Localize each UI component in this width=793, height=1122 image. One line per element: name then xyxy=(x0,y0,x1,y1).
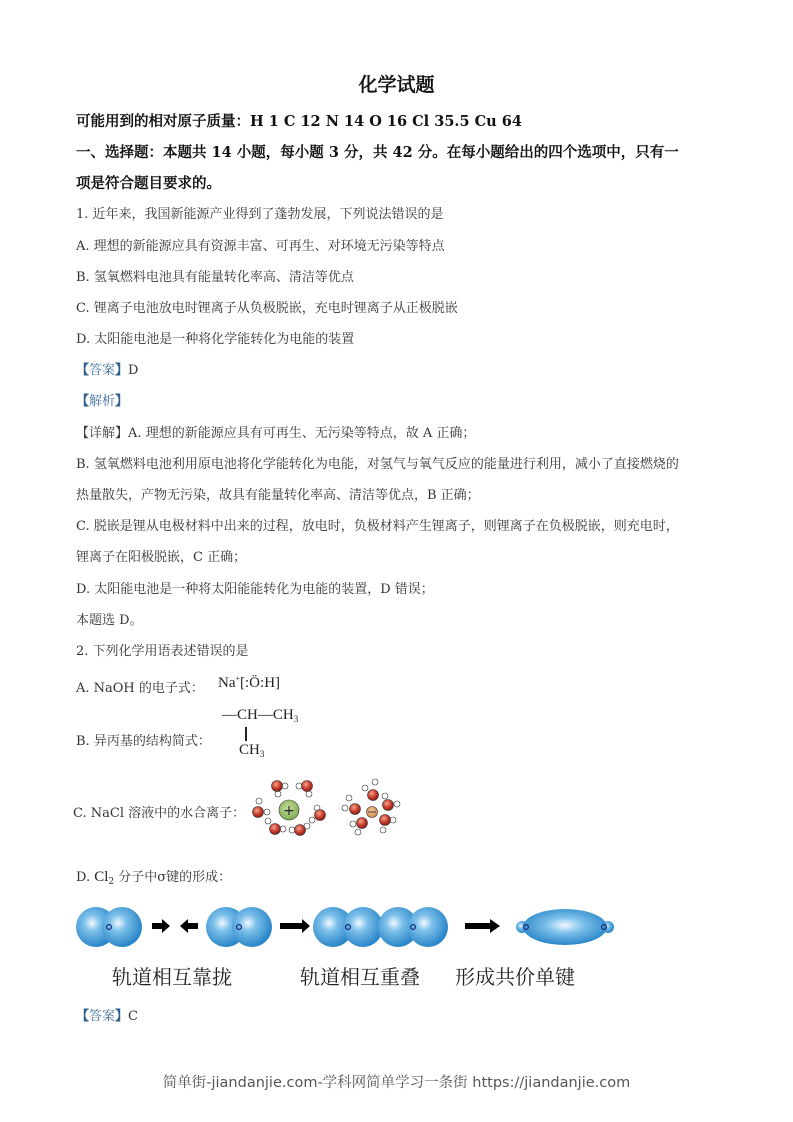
q1-option-d: D. 太阳能电池是一种将化学能转化为电能的装置 xyxy=(76,332,355,347)
q1-option-a: A. 理想的新能源应具有资源丰富、可再生、对环境无污染等特点 xyxy=(76,239,445,254)
q2-option-d-label: D. $Cl_2$ 分子中σ键的形成： xyxy=(76,869,232,887)
q1-detail-d: D. 太阳能电池是一种将太阳能能转化为电能的装置，D 错误； xyxy=(76,582,434,597)
q1-detail-b: B. 氢氧燃料电池利用原电池将化学能转化为电能，对氢气与氧气反应的能量进行利用，减小了直接燃烧的 xyxy=(76,457,679,472)
sodium-hydrated-ion xyxy=(253,781,326,836)
label-orbitals-approach: 轨道相互靠拢 xyxy=(112,965,232,989)
orbital-pair-2 xyxy=(206,907,272,947)
orbital-overlap xyxy=(313,907,448,947)
sigma-bond-formation-diagram xyxy=(70,895,630,965)
label-covalent-bond: 形成共价单键 xyxy=(455,965,575,989)
q1-detail-c-cont: 锂离子在阳极脱嵌，C 正确； xyxy=(76,550,247,565)
hydrated-ions-diagram xyxy=(245,772,410,842)
answer-tag: 答案 xyxy=(89,1009,116,1024)
svg-text:+: + xyxy=(283,803,295,819)
isopropyl-bottom: $CH_3$ xyxy=(239,742,265,759)
q2-option-a-label: A. NaOH 的电子式： xyxy=(76,681,204,696)
footer-watermark: 简单街-jiandanjie.com-学科网简单学习一条街 https://jiandanjie.com xyxy=(162,1075,631,1091)
q1-detail-a: 【详解】A. 理想的新能源应具有可再生、无污染等特点，故 A 正确； xyxy=(76,426,476,441)
q1-analysis-heading: 【解析】 xyxy=(76,394,129,409)
section-heading: 一、选择题：本题共 14 小题，每小题 3 分，共 42 分。在每小题给出的四个选项中，只有一 xyxy=(76,144,679,161)
q1-detail-c: C. 脱嵌是锂从电极材料中出来的过程，放电时，负极材料产生锂离子，则锂离子在负极脱嵌，则充电时， xyxy=(76,519,679,534)
isopropyl-bond xyxy=(245,727,247,741)
q2-option-c-label: C. NaCl 溶液中的水合离子： xyxy=(73,806,246,821)
q1-option-c: C. 锂离子电池放电时锂离子从负极脱嵌，充电时锂离子从正极脱嵌 xyxy=(76,301,458,316)
q1-detail-b-cont: 热量散失，产物无污染，故具有能量转化率高、清洁等优点，B 正确； xyxy=(76,488,480,503)
arrow-right-icon xyxy=(152,919,170,933)
section-heading-cont: 项是符合题目要求的。 xyxy=(76,175,221,192)
chloride-hydrated-ion xyxy=(342,779,400,835)
analysis-tag: 解析 xyxy=(89,394,116,409)
q2-option-b-label: B. 异丙基的结构简式： xyxy=(76,734,211,749)
label-orbitals-overlap: 轨道相互重叠 xyxy=(300,965,420,989)
answer-tag: 答案 xyxy=(89,363,116,378)
answer-value: D xyxy=(128,363,139,378)
sigma-bond xyxy=(516,909,614,945)
detail-tag: 详解 xyxy=(89,426,116,441)
arrow-left-icon xyxy=(180,919,198,933)
q2-stem: 2. 下列化学用语表述错误的是 xyxy=(76,644,249,659)
page-title: 化学试题 xyxy=(358,74,435,96)
atomic-masses: 可能用到的相对原子质量：H 1 C 12 N 14 O 16 Cl 35.5 Cu 64 xyxy=(76,113,522,130)
q1-stem: 1. 近年来，我国新能源产业得到了蓬勃发展，下列说法错误的是 xyxy=(76,207,444,222)
q1-answer: 【答案】D xyxy=(76,363,139,378)
orbital-pair-1 xyxy=(76,907,142,947)
arrow-right-icon xyxy=(280,919,310,933)
answer-value: C xyxy=(128,1009,138,1024)
q2-answer: 【答案】C xyxy=(76,1009,138,1024)
q1-conclusion: 本题选 D。 xyxy=(76,613,143,628)
arrow-right-icon xyxy=(465,919,500,933)
isopropyl-top: $—CH—CH_3$ xyxy=(222,707,299,724)
naoh-electron-formula: Na+[:Ö:H] xyxy=(218,674,281,691)
q1-option-b: B. 氢氧燃料电池具有能量转化率高、清洁等优点 xyxy=(76,270,354,285)
